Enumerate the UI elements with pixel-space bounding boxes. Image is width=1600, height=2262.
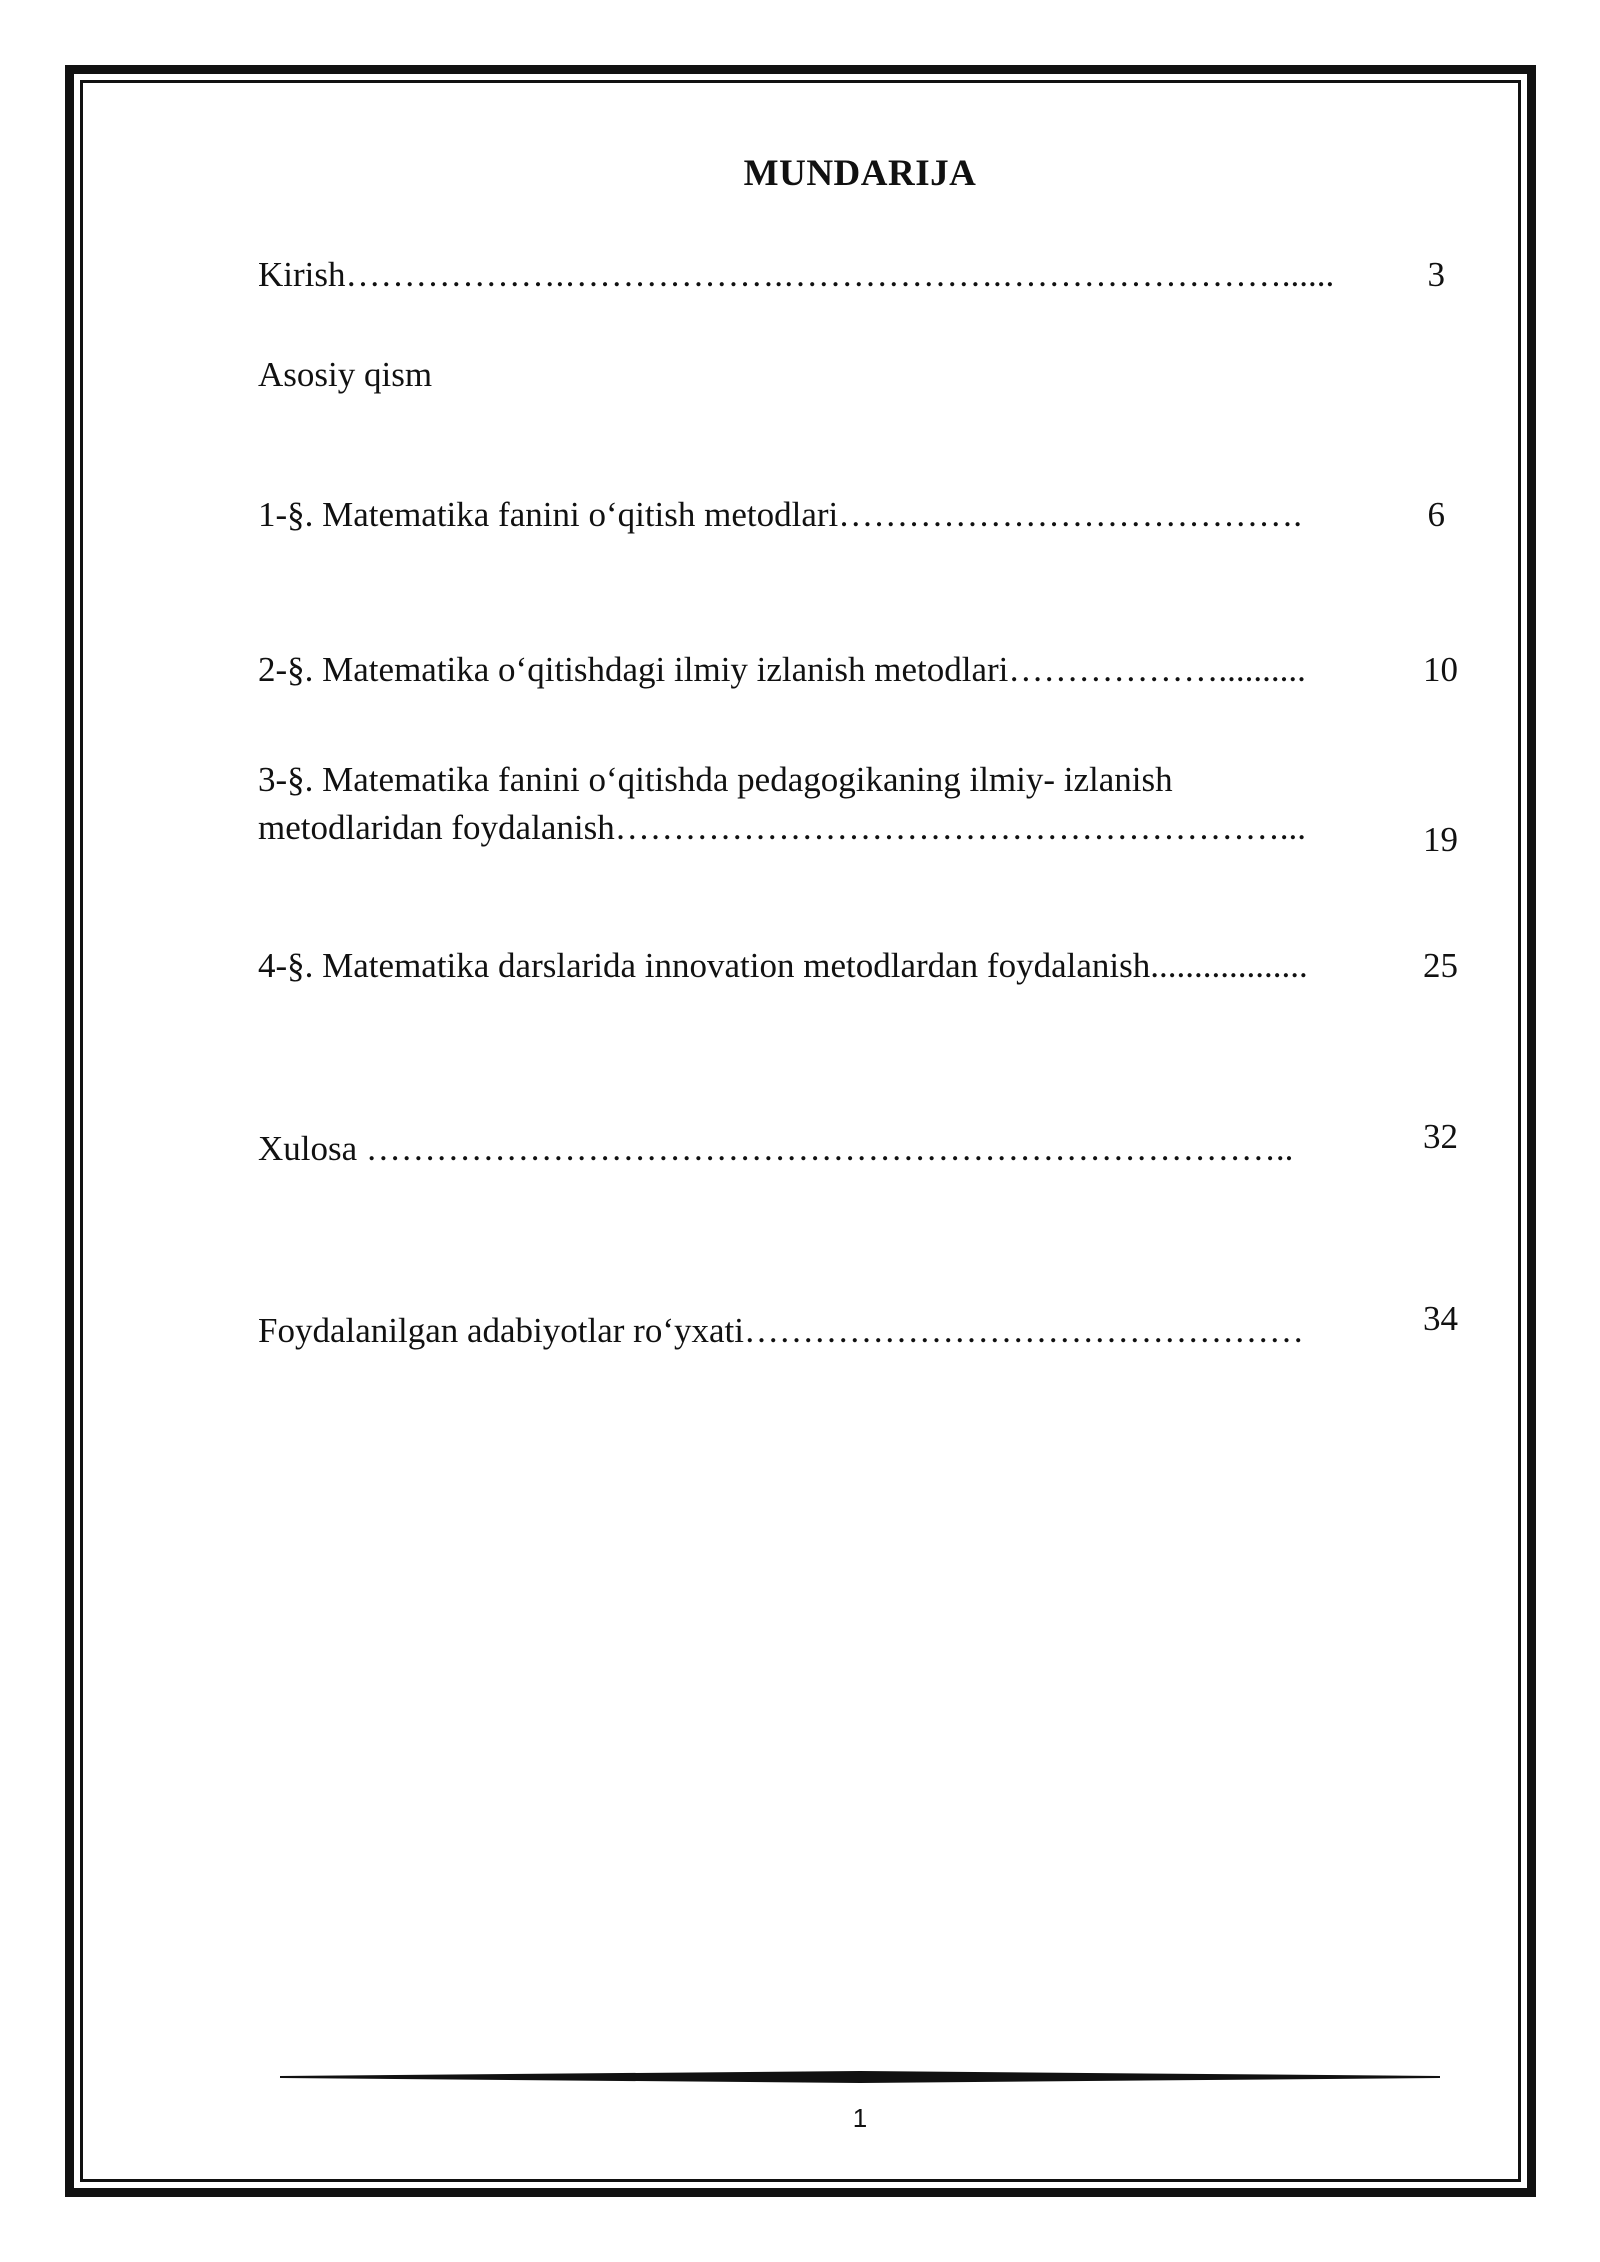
toc-entry-4 [258,942,1386,990]
toc-entry-text: 1-§. Matematika fanini o‘qitish metodlari…………………………………. [258,495,1303,534]
toc-entry-3 [258,756,1386,852]
footer-page-number: 1 [852,2103,868,2133]
toc-entry-xulosa [258,1125,1386,1173]
toc-entry-text: Foydalanilgan adabiyotlar ro‘yxati………………………………………… [258,1311,1304,1350]
toc-page-number: 19 [1423,820,1458,859]
toc-entry-text: 4-§. Matematika darslarida innovation metodlardan foydalanish.................. [258,946,1308,985]
toc-page-number: 32 [1423,1117,1458,1156]
toc-page-number: 10 [1423,650,1458,689]
toc-entry-kirish [258,251,1386,299]
toc-page-number: 25 [1423,946,1458,985]
toc-entry-text: Asosiy qism [258,355,433,394]
toc-entry-text: Kirish……………….……………….……………….……………………...... [258,255,1335,294]
toc-section-heading [258,351,1386,399]
toc-page-number: 34 [1423,1299,1458,1338]
toc-entry-text: 2-§. Matematika o‘qitishdagi ilmiy izlanish metodlari……………….......... [258,650,1306,689]
toc-entry-bibliography [258,1307,1386,1355]
toc-entry-1 [258,491,1386,539]
toc-page-number: 3 [1427,255,1445,294]
toc-page-number: 6 [1427,495,1445,534]
toc-entry-text-line2: metodlaridan foydalanish…………………………………………………... [258,808,1306,847]
toc-entry-text-line1: 3-§. Matematika fanini o‘qitishda pedagogikaning ilmiy- izlanish [258,760,1173,799]
toc-entry-2 [258,646,1386,694]
toc-entry-text: Xulosa …………………………………………………………………….. [258,1129,1294,1168]
page-title: MUNDARIJA [743,153,977,194]
footer-divider [280,2068,1440,2086]
